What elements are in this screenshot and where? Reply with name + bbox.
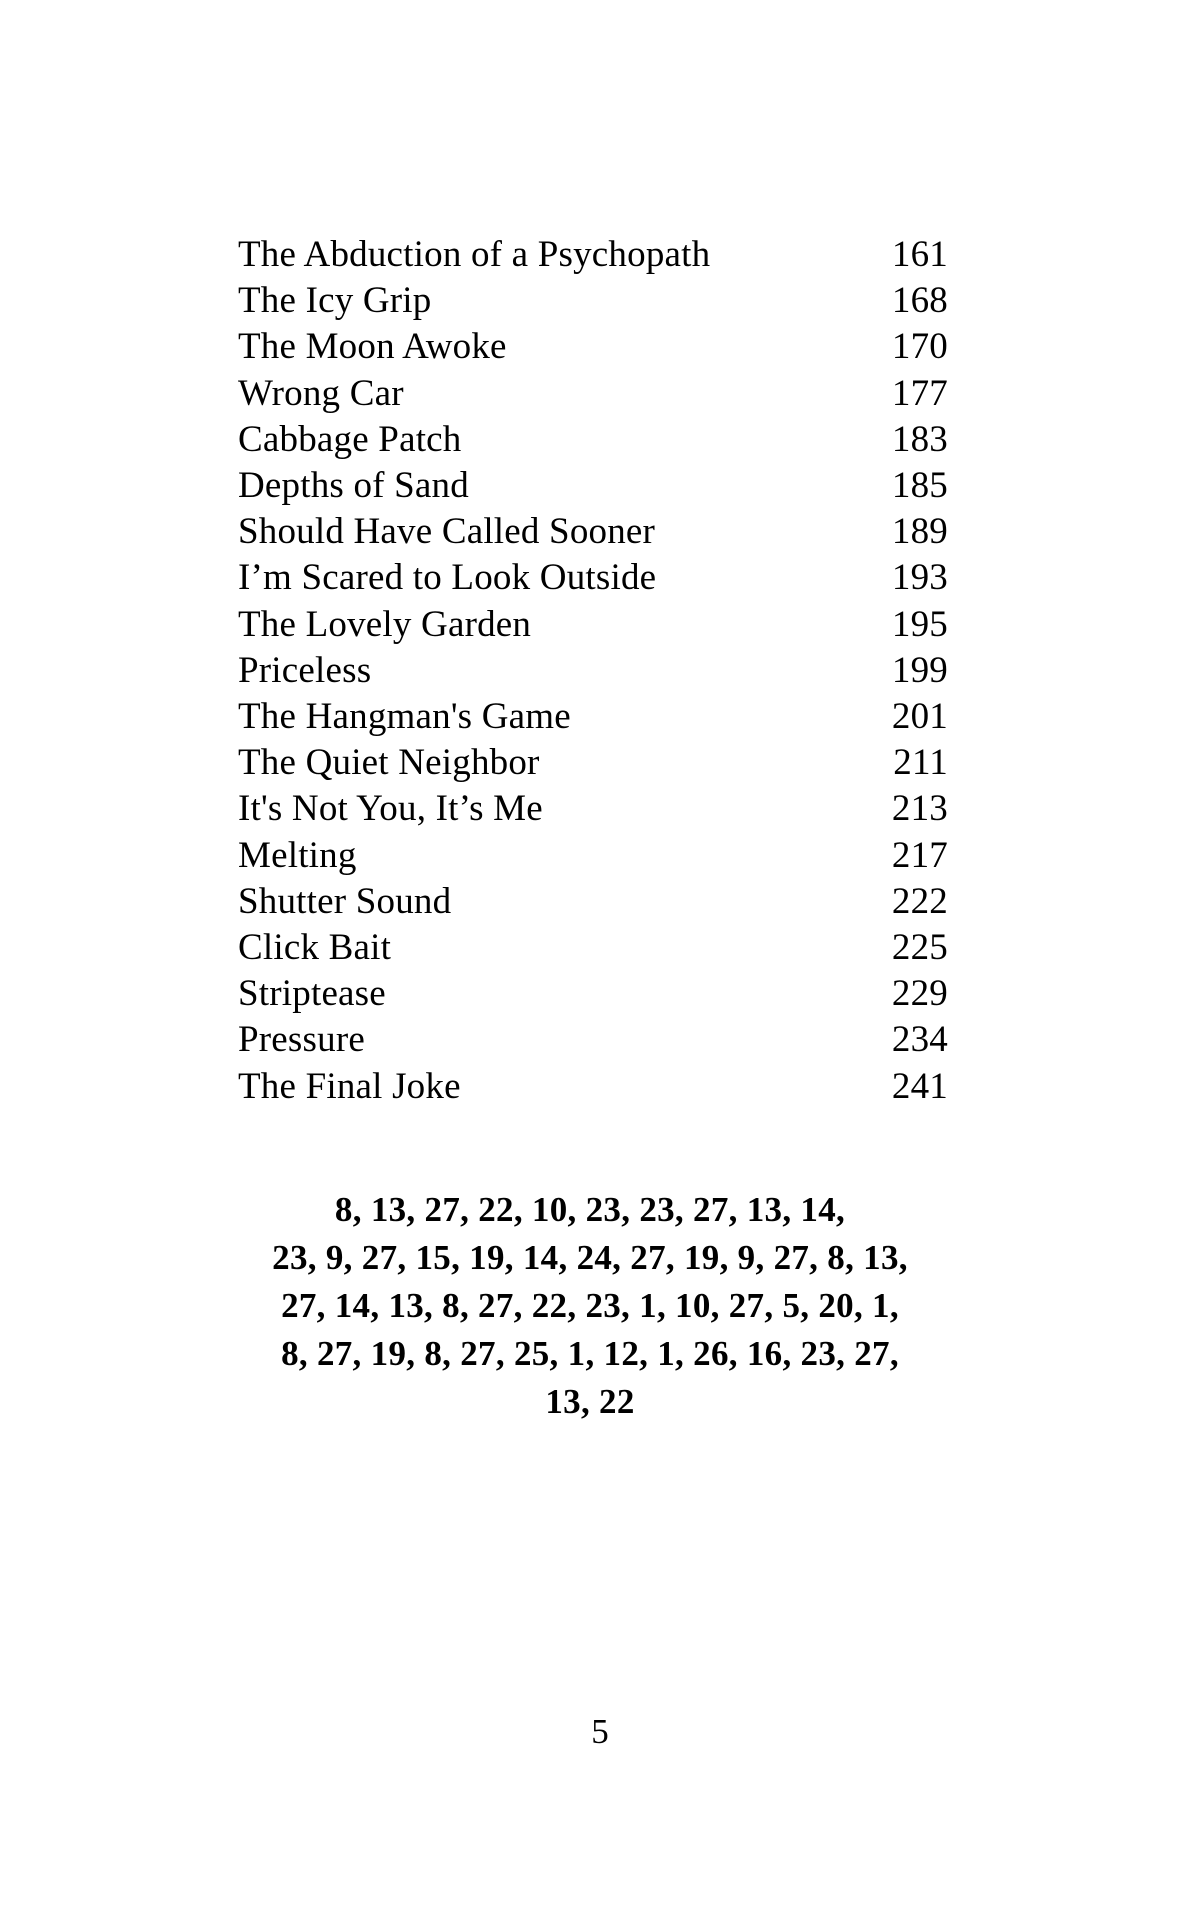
toc-entry-title: The Lovely Garden bbox=[238, 603, 532, 645]
toc-entry-title: Click Bait bbox=[238, 927, 392, 969]
toc-entry-page: 217 bbox=[891, 834, 948, 876]
toc-entry-page: 168 bbox=[891, 280, 948, 322]
toc-entry-page: 241 bbox=[891, 1065, 948, 1107]
toc-entry bbox=[238, 324, 948, 370]
toc-entry bbox=[238, 786, 948, 832]
toc-entry bbox=[238, 463, 948, 509]
toc-entry-page: 170 bbox=[891, 326, 948, 368]
toc-entry-title: Cabbage Patch bbox=[238, 418, 462, 460]
toc-entry bbox=[238, 509, 948, 555]
toc-entry bbox=[238, 833, 948, 879]
toc-entry-title: The Abduction of a Psychopath bbox=[238, 234, 711, 275]
toc-entry bbox=[238, 648, 948, 694]
toc-entry bbox=[238, 1064, 948, 1110]
page-number: 5 bbox=[591, 1712, 609, 1751]
toc-entry-page: 185 bbox=[891, 465, 948, 507]
toc-entry bbox=[238, 371, 948, 417]
cipher-line: 8, 27, 19, 8, 27, 25, 1, 12, 1, 26, 16, 23, 27, bbox=[281, 1334, 899, 1373]
toc-entry-page: 195 bbox=[891, 603, 948, 645]
toc-entry bbox=[238, 925, 948, 971]
cipher-line: 23, 9, 27, 15, 19, 14, 24, 27, 19, 9, 27, 8, 13, bbox=[272, 1238, 908, 1277]
toc-entry-title: Should Have Called Sooner bbox=[238, 511, 656, 553]
toc-entry-title: It's Not You, It’s Me bbox=[238, 788, 543, 830]
toc-entry-page: 213 bbox=[891, 788, 948, 830]
toc-entry-title: The Hangman's Game bbox=[238, 696, 571, 738]
toc-entry bbox=[238, 278, 948, 324]
toc-entry-title: The Moon Awoke bbox=[238, 326, 507, 368]
toc-entry-page: 183 bbox=[891, 418, 948, 460]
toc-entry-page: 234 bbox=[891, 1019, 948, 1061]
toc-entry-title: Shutter Sound bbox=[238, 880, 452, 922]
table-of-contents bbox=[238, 232, 948, 1110]
toc-entry-page: 211 bbox=[893, 742, 948, 784]
toc-entry-page: 201 bbox=[891, 696, 948, 738]
toc-entry bbox=[238, 602, 948, 648]
toc-entry-title: The Quiet Neighbor bbox=[238, 742, 540, 784]
cipher-number-block bbox=[232, 1186, 948, 1426]
toc-entry-title: The Final Joke bbox=[238, 1065, 461, 1107]
toc-entry-page: 177 bbox=[891, 372, 948, 414]
toc-entry bbox=[238, 1017, 948, 1063]
toc-entry-page: 229 bbox=[891, 973, 948, 1015]
toc-entry-page: 225 bbox=[891, 927, 948, 969]
toc-entry bbox=[238, 694, 948, 740]
toc-entry-title: The Icy Grip bbox=[238, 280, 432, 322]
toc-entry-title: Striptease bbox=[238, 973, 386, 1015]
toc-entry-title: Pressure bbox=[238, 1019, 365, 1061]
toc-entry-page: 189 bbox=[891, 511, 948, 553]
toc-entry-title: Wrong Car bbox=[238, 372, 404, 414]
cipher-line: 8, 13, 27, 22, 10, 23, 23, 27, 13, 14, bbox=[334, 1190, 846, 1229]
toc-entry-title: Priceless bbox=[238, 649, 372, 691]
toc-entry-page: 193 bbox=[891, 557, 948, 599]
toc-entry-title: Melting bbox=[238, 834, 357, 876]
toc-entry-page: 222 bbox=[891, 880, 948, 922]
toc-entry-title: I’m Scared to Look Outside bbox=[238, 557, 657, 599]
toc-entry bbox=[238, 555, 948, 601]
cipher-line: 27, 14, 13, 8, 27, 22, 23, 1, 10, 27, 5, 20, 1, bbox=[281, 1286, 899, 1325]
toc-entry bbox=[238, 740, 948, 786]
cipher-line: 13, 22 bbox=[545, 1382, 635, 1421]
toc-entry bbox=[238, 232, 948, 278]
toc-entry-title: Depths of Sand bbox=[238, 465, 469, 507]
toc-entry bbox=[238, 971, 948, 1017]
toc-entry-page: 161 bbox=[891, 234, 948, 275]
toc-entry bbox=[238, 879, 948, 925]
toc-entry-page: 199 bbox=[891, 649, 948, 691]
toc-entry bbox=[238, 417, 948, 463]
